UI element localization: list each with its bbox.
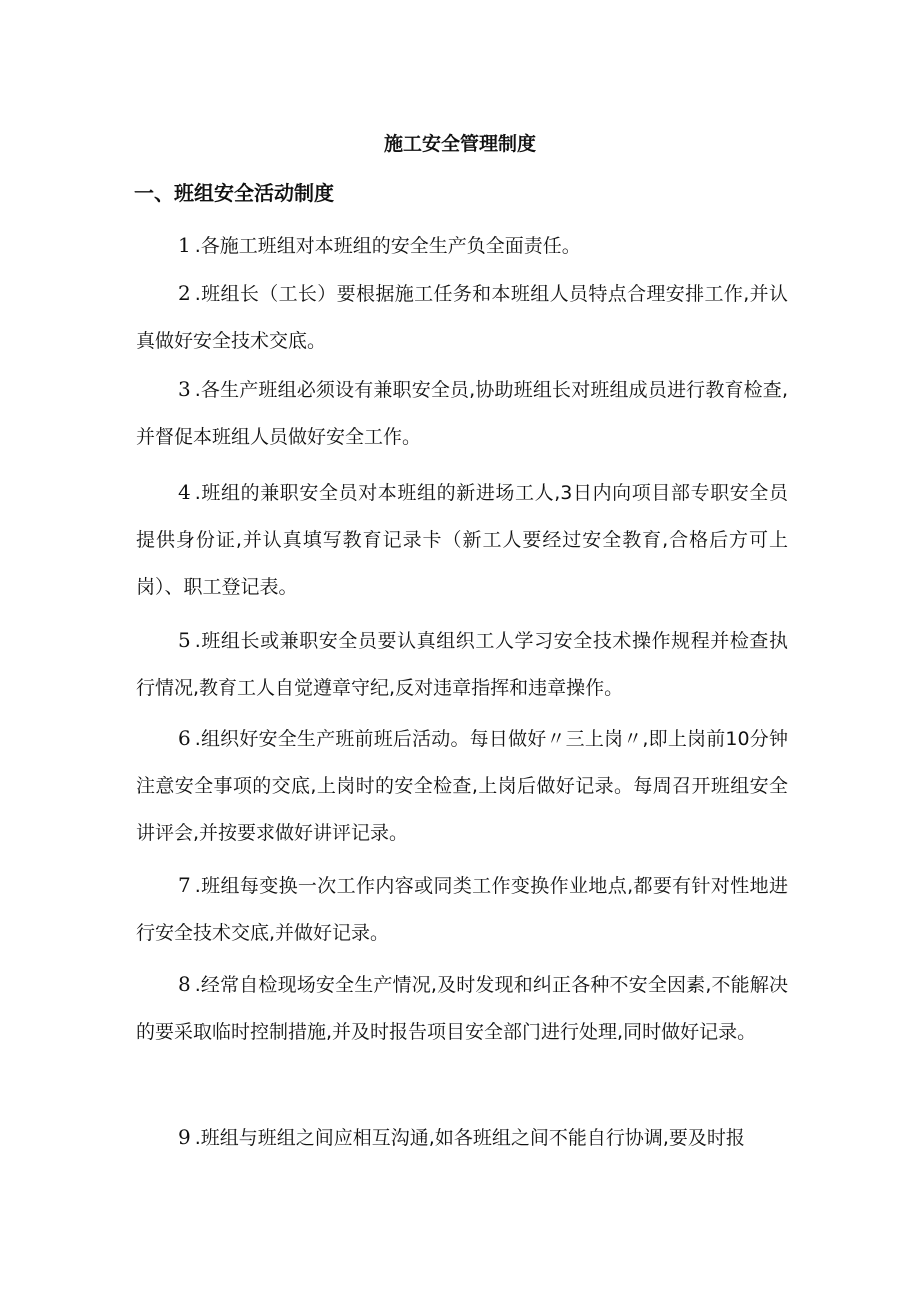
clause-5 — [136, 617, 788, 712]
clause-number: 3 — [178, 377, 191, 401]
clause-9 — [136, 1114, 788, 1162]
document-title: 施工安全管理制度 — [383, 133, 536, 155]
clause-6 — [136, 715, 788, 857]
clause-text: .班组长或兼职安全员要认真组织工人学习安全技术操作规程并检查执行情况,教育工人自觉遵章守纪,反对违章指挥和违章操作。 — [136, 630, 788, 699]
clause-3 — [136, 366, 788, 461]
clause-text: .班组长（工长）要根据施工任务和本班组人员特点合理安排工作,并认真做好安全技术交底。 — [136, 283, 788, 352]
clause-text: .经常自检现场安全生产情况,及时发现和纠正各种不安全因素,不能解决的要采取临时控制措施,并及时报告项目安全部门进行处理,同时做好记录。 — [136, 974, 788, 1043]
clause-8 — [136, 961, 788, 1056]
clause-4 — [136, 469, 788, 611]
clause-number: 1 — [178, 233, 191, 257]
clause-text: .组织好安全生产班前班后活动。每日做好〃三上岗〃,即上岗前10分钟注意安全事项的交底,上岗时的安全检查,上岗后做好记录。每周召开班组安全讲评会,并按要求做好讲评记录。 — [136, 728, 788, 844]
clause-number: 9 — [178, 1125, 191, 1149]
clause-number: 7 — [178, 873, 191, 897]
clause-text: .各施工班组对本班组的安全生产负全面责任。 — [194, 235, 581, 257]
clause-2 — [136, 270, 788, 365]
section-heading: 一、班组安全活动制度 — [134, 181, 334, 205]
clause-7 — [136, 862, 788, 957]
clause-text: .各生产班组必须设有兼职安全员,协助班组长对班组成员进行教育检查,并督促本班组人员做好安全工作。 — [136, 379, 788, 448]
clause-number: 5 — [178, 628, 191, 652]
clause-number: 4 — [178, 480, 191, 504]
clause-1 — [136, 222, 788, 270]
clause-text: .班组的兼职安全员对本班组的新进场工人,3日内向项目部专职安全员提供身份证,并认真填写教育记录卡（新工人要经过安全教育,合格后方可上岗）、职工登记表。 — [136, 482, 788, 598]
clause-text: .班组每变换一次工作内容或同类工作变换作业地点,都要有针对性地进行安全技术交底,并做好记录。 — [136, 875, 788, 944]
clause-number: 8 — [178, 972, 191, 996]
clause-number: 6 — [178, 726, 191, 750]
clause-number: 2 — [178, 281, 191, 305]
clause-text: .班组与班组之间应相互沟通,如各班组之间不能自行协调,要及时报 — [194, 1127, 745, 1149]
